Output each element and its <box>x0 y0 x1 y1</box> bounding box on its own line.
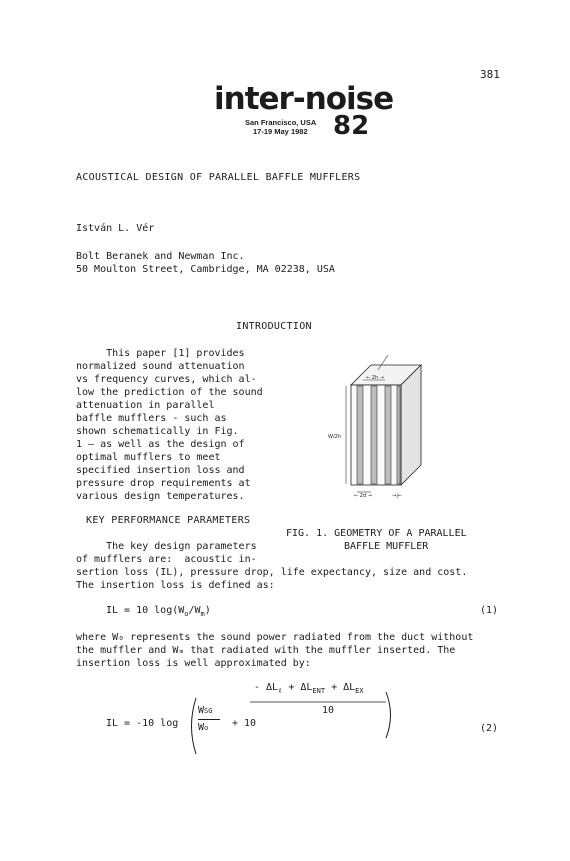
page-number: 381 <box>480 68 500 81</box>
introduction-line: normalized sound attenuation <box>76 361 245 372</box>
introduction-line: vs frequency curves, which al- <box>76 374 257 385</box>
eq2-left-paren <box>186 696 198 756</box>
equation-1-number: (1) <box>480 605 499 616</box>
equation-1 <box>106 604 211 618</box>
key-params-line: The key design parameters <box>76 541 257 552</box>
key-params-line: sertion loss (IL), pressure drop, life expectancy, size and cost. <box>76 567 468 578</box>
where-line-2: the muffler and Wₘ that radiated with the muffler inserted. The <box>76 645 456 656</box>
muffler-figure <box>326 350 456 500</box>
conference-dates: 17-19 May 1982 <box>253 127 308 136</box>
baffle-half <box>397 386 400 484</box>
eq2-plus-ten: + 10 <box>232 718 257 729</box>
key-params-paragraph <box>76 540 467 592</box>
equation-2-number: (2) <box>480 723 499 734</box>
affiliation-address: 50 Moulton Street, Cambridge, MA 02238, USA <box>76 264 335 275</box>
eq1-close: ) <box>204 605 211 616</box>
conference-logo: inter-noise <box>214 81 394 117</box>
eq2-exp-sub-ex: EX <box>355 687 364 695</box>
equation-2-lhs: IL = -10 log <box>106 718 179 729</box>
conference-city: San Francisco, USA <box>245 118 317 127</box>
baffle-1 <box>357 386 363 484</box>
eq2-exponent-fraction-bar <box>250 700 390 704</box>
eq2-sub-o: o <box>204 724 209 732</box>
section-heading-introduction: INTRODUCTION <box>236 321 312 332</box>
eq1-sub-m: m <box>200 610 205 618</box>
eq2-sub-sg: SG <box>204 707 213 715</box>
introduction-line: shown schematically in Fig. <box>76 426 239 437</box>
affiliation <box>76 250 335 276</box>
baffle-3 <box>385 386 391 484</box>
key-params-line: The insertion loss is defined as: <box>76 580 275 591</box>
where-paragraph <box>76 631 473 670</box>
introduction-paragraph <box>76 347 263 503</box>
eq2-right-paren <box>384 690 396 740</box>
introduction-line: baffle mufflers - such as <box>76 413 227 424</box>
eq1-slash: /W <box>188 605 201 616</box>
introduction-line: attenuation in parallel <box>76 400 215 411</box>
affiliation-org: Bolt Beranek and Newman Inc. <box>76 251 245 262</box>
paper-title: ACOUSTICAL DESIGN OF PARALLEL BAFFLE MUFFLERS <box>76 172 361 183</box>
key-params-line: of mufflers are: acoustic in- <box>76 554 257 565</box>
label-height: W/2h <box>328 434 341 440</box>
eq2-w-sg: W <box>198 705 205 716</box>
eq2-exp-sub-ent: ENT <box>312 687 326 695</box>
eq2-exp-plus-ex: + ΔL <box>325 682 356 693</box>
label-gap: →|← <box>392 493 403 499</box>
label-2d: ← 2d → <box>354 493 372 499</box>
eq1-sub-o: o <box>184 610 189 618</box>
author-name: István L. Vér <box>76 223 155 234</box>
introduction-line: specified insertion loss and <box>76 465 245 476</box>
introduction-line: pressure drop requirements at <box>76 478 251 489</box>
eq1-lhs: IL = 10 log(W <box>106 605 185 616</box>
muffler-side-face <box>401 365 421 485</box>
eq2-w-o: W <box>198 722 205 733</box>
introduction-line: 1 — as well as the design of <box>76 439 245 450</box>
where-line-3: insertion loss is well approximated by: <box>76 658 311 669</box>
introduction-line: optimal mufflers to meet <box>76 452 221 463</box>
introduction-line: various design temperatures. <box>76 491 245 502</box>
eq2-exp-sub-l: ℓ <box>278 687 283 695</box>
baffle-2 <box>371 386 377 484</box>
introduction-line: This paper [1] provides <box>76 348 245 359</box>
eq2-exponent-numerator <box>254 681 364 695</box>
figure-caption-line1: FIG. 1. GEOMETRY OF A PARALLEL <box>286 528 467 539</box>
eq2-exp-plus-ent: + ΔL <box>282 682 313 693</box>
eq2-ratio <box>198 704 220 735</box>
section-heading-key-parameters: KEY PERFORMANCE PARAMETERS <box>86 515 251 526</box>
figure-caption-line2: BAFFLE MUFFLER <box>344 541 429 552</box>
label-2h: ← 2h → <box>366 375 384 381</box>
conference-year: 82 <box>333 111 370 141</box>
eq2-exp-dl: - ΔL <box>254 682 279 693</box>
introduction-line: low the prediction of the sound <box>76 387 263 398</box>
where-line-1: where W₀ represents the sound power radiated from the duct without <box>76 632 474 643</box>
eq2-exponent-denominator: 10 <box>322 705 335 716</box>
